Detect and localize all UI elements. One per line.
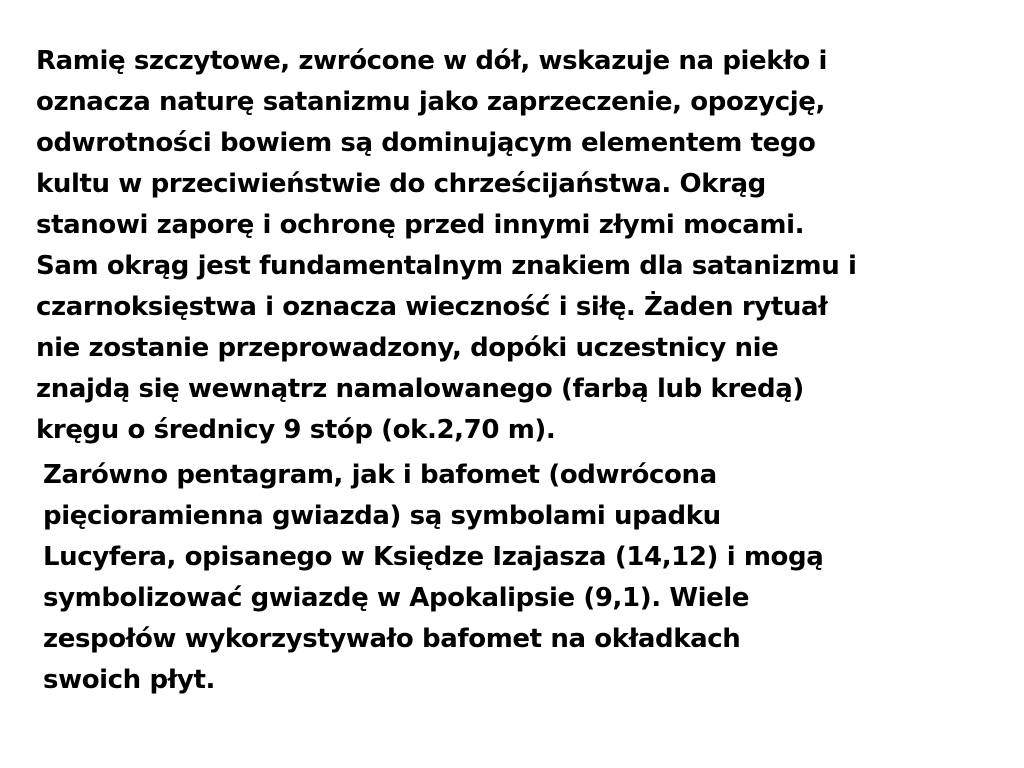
text-line: Ramię szczytowe, zwrócone w dół, wskazuje na piekło i [36,46,828,76]
text-line: pięcioramienna gwiazda) są symbolami upadku [43,501,721,531]
text-line: oznacza naturę satanizmu jako zaprzeczenie, opozycję, [36,87,825,117]
text-line: symbolizować gwiazdę w Apokalipsie (9,1). Wiele [43,583,750,613]
text-line: kultu w przeciwieństwie do chrześcijaństwa. Okrąg [36,169,766,199]
paragraph-pentagram-bafomet [43,455,823,701]
text-line: znajdą się wewnątrz namalowanego (farbą lub kredą) [36,374,804,404]
paragraph-satanism-symbols [36,41,857,451]
text-line: kręgu o średnicy 9 stóp (ok.2,70 m). [36,415,556,445]
text-line: stanowi zaporę i ochronę przed innymi złymi mocami. [36,210,805,240]
text-line: nie zostanie przeprowadzony, dopóki uczestnicy nie [36,333,779,363]
text-line: Lucyfera, opisanego w Księdze Izajasza (14,12) i mogą [43,542,824,572]
text-line: czarnoksięstwa i oznacza wieczność i siłę. Żaden rytuał [36,292,828,322]
text-line: zespołów wykorzystywało bafomet na okładkach [43,624,741,654]
text-line: swoich płyt. [43,665,215,695]
text-line: Zarówno pentagram, jak i bafomet (odwrócona [43,460,717,490]
text-line: Sam okrąg jest fundamentalnym znakiem dla satanizmu i [36,251,857,281]
text-line: odwrotności bowiem są dominującym elementem tego [36,128,816,158]
